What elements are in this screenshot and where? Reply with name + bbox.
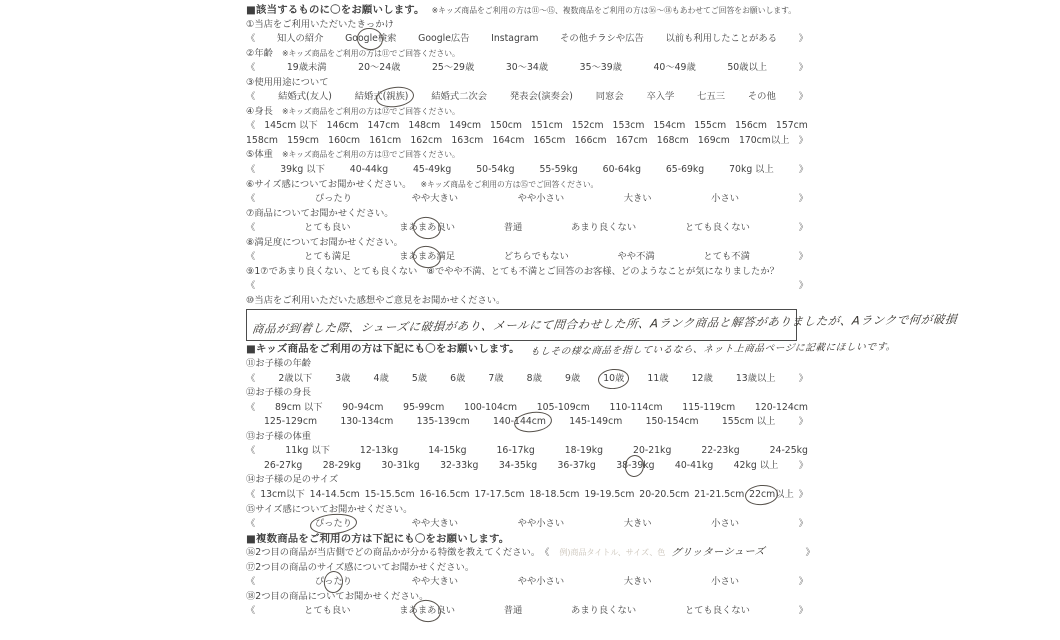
option: 18-18.5cm bbox=[529, 488, 580, 500]
option: 5歳 bbox=[411, 372, 428, 384]
option: 45-49kg bbox=[413, 164, 452, 176]
bracket-close: 》 bbox=[798, 280, 808, 292]
option: 14-15kg bbox=[428, 445, 467, 457]
faint-example-text: 例)商品タイトル、サイズ、色 bbox=[559, 548, 666, 558]
bracket-open: 《 bbox=[246, 164, 256, 176]
option: 151cm bbox=[530, 120, 563, 132]
option: 147cm bbox=[367, 120, 400, 132]
option-circled: まあまあ満足 bbox=[399, 250, 455, 265]
option: やや小さい bbox=[517, 193, 565, 205]
question-line bbox=[246, 236, 808, 251]
option-circled: ぴったり bbox=[315, 575, 352, 590]
option: 110-114cm bbox=[609, 401, 663, 413]
option: 4歳 bbox=[373, 372, 389, 384]
question-line bbox=[246, 178, 808, 193]
question-label: ⑯2つ目の商品が当店側でどの商品かが分かる特徴を教えてください。 bbox=[246, 547, 541, 559]
option: 155cm 以上 bbox=[721, 416, 776, 428]
option: 162cm bbox=[410, 134, 443, 146]
option: 25〜29歳 bbox=[432, 62, 475, 74]
option: 7歳 bbox=[488, 372, 504, 384]
option: 11kg 以下 bbox=[285, 445, 330, 457]
option: 164cm bbox=[492, 134, 525, 146]
options-row bbox=[246, 119, 808, 134]
options-row bbox=[246, 488, 808, 503]
option: やや大きい bbox=[411, 576, 459, 588]
question-label: ①当店をご利用いただいたきっかけ bbox=[246, 18, 394, 30]
option: 95-99cm bbox=[403, 401, 445, 413]
option: 6歳 bbox=[450, 372, 466, 384]
option: 卒入学 bbox=[646, 91, 675, 103]
option: とても良くない bbox=[684, 605, 750, 617]
section-title: ■該当するものに〇をお願いします。 bbox=[246, 4, 425, 16]
option: 小さい bbox=[711, 576, 740, 588]
option: とても不満 bbox=[703, 251, 750, 263]
question-label: ③使用用途について bbox=[246, 76, 329, 88]
question-label: ⑬お子様の体重 bbox=[246, 430, 312, 442]
option: とても満足 bbox=[304, 251, 351, 263]
option: 145-149cm bbox=[569, 416, 623, 428]
option: 130-134cm bbox=[340, 416, 394, 428]
option: 166cm bbox=[574, 134, 607, 146]
bracket-close: 》 bbox=[798, 605, 808, 617]
option: 40-41kg bbox=[674, 459, 714, 471]
option: 20-20.5cm bbox=[639, 488, 690, 500]
bracket-open: 《 bbox=[246, 193, 256, 205]
option: 152cm bbox=[571, 120, 604, 132]
question-line bbox=[246, 590, 808, 605]
option: どちらでもない bbox=[503, 251, 569, 263]
option: 105-109cm bbox=[536, 401, 590, 413]
option: 36-37kg bbox=[557, 459, 596, 471]
option: 34-35kg bbox=[498, 459, 538, 471]
option: 50-54kg bbox=[476, 164, 515, 176]
question-label: ⑱2つ目の商品についてお聞かせください。 bbox=[246, 590, 429, 602]
option: 89cm 以下 bbox=[275, 401, 323, 413]
bracket-close: 》 bbox=[798, 91, 808, 103]
option: 35〜39歳 bbox=[579, 62, 622, 74]
option: 以前も利用したことがある bbox=[665, 33, 778, 45]
option: やや小さい bbox=[517, 518, 565, 530]
option: 20〜24歳 bbox=[358, 62, 401, 74]
bracket-open: 《 bbox=[246, 33, 256, 45]
question-line bbox=[246, 105, 808, 120]
option: 156cm bbox=[735, 120, 767, 132]
bracket-close: 》 bbox=[798, 372, 808, 384]
option: 結婚式(友人) bbox=[278, 91, 332, 103]
option: 21-21.5cm bbox=[694, 488, 745, 500]
options-row bbox=[246, 372, 808, 387]
section-header bbox=[246, 341, 897, 359]
option: 39kg 以下 bbox=[280, 164, 325, 176]
option: 40-44kg bbox=[349, 164, 389, 176]
option: 11歳 bbox=[647, 372, 669, 384]
option: 19歳未満 bbox=[286, 62, 327, 74]
option: 13cm以下 bbox=[260, 488, 305, 500]
option: 145cm 以下 bbox=[264, 120, 318, 132]
option-circled: 140-144cm bbox=[493, 415, 546, 430]
bracket-close: 》 bbox=[805, 547, 815, 559]
option-circled: 38-39kg bbox=[616, 459, 654, 474]
bracket-open: 《 bbox=[246, 280, 256, 292]
option: とても良い bbox=[304, 605, 351, 617]
question-label: ②年齢 bbox=[246, 47, 273, 59]
option: 普通 bbox=[503, 222, 523, 234]
option: 153cm bbox=[612, 120, 645, 132]
option: あまり良くない bbox=[571, 222, 637, 234]
option: 3歳 bbox=[335, 372, 351, 384]
option: ぴったり bbox=[314, 193, 353, 205]
option: 2歳以下 bbox=[278, 372, 313, 384]
bracket-close: 》 bbox=[798, 193, 808, 205]
question-line bbox=[246, 430, 808, 445]
option: 90-94cm bbox=[342, 401, 384, 413]
question-label: ⑭お子様の足のサイズ bbox=[246, 474, 339, 486]
option: 結婚式二次会 bbox=[431, 91, 488, 103]
question-line bbox=[246, 546, 815, 561]
bracket-close: 》 bbox=[798, 488, 808, 500]
bracket-open: 《 bbox=[246, 120, 256, 132]
option: 小さい bbox=[711, 193, 740, 205]
bracket-open: 《 bbox=[246, 605, 256, 617]
option: 20-21kg bbox=[633, 445, 672, 457]
options-row bbox=[246, 279, 808, 294]
bracket-open: 《 bbox=[246, 576, 256, 588]
option: その他 bbox=[747, 91, 776, 103]
question-label: ⑨1⑦であまり良くない、とても良くない ⑧でやや不満、とても不満とご回答のお客様、どのようなことが気になりましたか？ bbox=[246, 265, 779, 277]
option-circled: 結婚式(親族) bbox=[355, 90, 409, 105]
option: 159cm bbox=[287, 134, 319, 146]
option-circled: Google検索 bbox=[345, 32, 396, 47]
option: 165cm bbox=[533, 134, 566, 146]
option: 167cm bbox=[615, 134, 648, 146]
option: 50歳以上 bbox=[727, 62, 768, 74]
option: 24-25kg bbox=[769, 445, 808, 457]
option: 17-17.5cm bbox=[474, 488, 525, 500]
option: 160cm bbox=[328, 134, 361, 146]
option: 169cm bbox=[697, 134, 730, 146]
option: 115-119cm bbox=[682, 401, 736, 413]
option: 148cm bbox=[408, 120, 441, 132]
option: やや小さい bbox=[517, 576, 565, 588]
option: 161cm bbox=[369, 134, 402, 146]
question-line bbox=[246, 386, 808, 401]
bracket-close: 》 bbox=[798, 518, 808, 530]
option: 42kg 以上 bbox=[733, 459, 779, 471]
option: 149cm bbox=[449, 120, 482, 132]
option: 150cm bbox=[490, 120, 522, 132]
option: 12歳 bbox=[691, 372, 713, 384]
bracket-close: 》 bbox=[798, 251, 808, 263]
option: 16-17kg bbox=[496, 445, 535, 457]
option: 19-19.5cm bbox=[584, 488, 635, 500]
question-note: ※キッズ商品をご利用の方は⑪でご回答ください。 bbox=[281, 48, 460, 58]
option: 30〜34歳 bbox=[505, 62, 549, 74]
bracket-open: 《 bbox=[246, 251, 256, 263]
question-label: ⑤体重 bbox=[246, 149, 273, 161]
option: 大きい bbox=[623, 518, 652, 530]
question-note: ※キッズ商品をご利用の方は⑫でご回答ください。 bbox=[281, 106, 460, 116]
section-title: ■複数商品をご利用の方は下記にも〇をお願いします。 bbox=[246, 532, 510, 545]
bracket-open: 《 bbox=[246, 401, 256, 413]
option: 154cm bbox=[653, 120, 686, 132]
section-header bbox=[246, 532, 808, 547]
option: 32-33kg bbox=[440, 459, 479, 471]
question-line bbox=[246, 357, 808, 372]
bracket-close: 》 bbox=[798, 33, 808, 45]
question-label: ⑥サイズ感についてお聞かせください。 bbox=[246, 178, 412, 190]
bracket-close: 》 bbox=[798, 459, 808, 471]
option: 9歳 bbox=[564, 372, 581, 384]
question-line bbox=[246, 294, 808, 309]
options-row bbox=[246, 415, 808, 430]
handwritten-answer: グリッターシューズ bbox=[670, 546, 767, 559]
option: とても良くない bbox=[684, 222, 750, 234]
option: 28-29kg bbox=[322, 459, 362, 471]
option: 26-27kg bbox=[264, 459, 303, 471]
option: 30-31kg bbox=[381, 459, 420, 471]
handwritten-comment: 商品が到着した際、シューズに破損があり、メールにて問合わせした所、Aランク商品と解答がありましたが、Aランクで何が破損 bbox=[251, 312, 958, 337]
bracket-open: 《 bbox=[246, 445, 256, 457]
question-label: ⑰2つ目の商品のサイズ感についてお聞かせください。 bbox=[246, 561, 475, 573]
option: 22-23kg bbox=[701, 445, 740, 457]
option: 40〜49歳 bbox=[653, 62, 696, 74]
option-circled: ぴったり bbox=[315, 517, 352, 532]
option: 大きい bbox=[623, 193, 652, 205]
option-circled: 10歳 bbox=[603, 372, 624, 387]
question-label: ⑧満足度についてお聞かせください。 bbox=[246, 236, 403, 248]
option: 16-16.5cm bbox=[419, 488, 470, 500]
comment-box bbox=[246, 309, 958, 341]
option: 15-15.5cm bbox=[364, 488, 415, 500]
option: 146cm bbox=[326, 120, 359, 132]
option: Instagram bbox=[491, 33, 539, 45]
question-line bbox=[246, 561, 808, 576]
options-row bbox=[246, 90, 808, 105]
bracket-open: 《 bbox=[246, 488, 256, 500]
bracket-close: 》 bbox=[798, 134, 808, 146]
option: 13歳以上 bbox=[735, 372, 776, 384]
option: 14-14.5cm bbox=[309, 488, 360, 500]
option-circled: まあまあ良い bbox=[399, 221, 455, 236]
option: 158cm bbox=[246, 134, 278, 146]
option: 発表会(演奏会) bbox=[509, 91, 573, 103]
option: 同窓会 bbox=[595, 91, 624, 103]
question-label: ⑦商品についてお聞かせください。 bbox=[246, 207, 394, 219]
option: 55-59kg bbox=[539, 164, 578, 176]
option: 18-19kg bbox=[564, 445, 604, 457]
option: 155cm bbox=[694, 120, 727, 132]
options-row bbox=[246, 134, 808, 149]
section-note: ※キッズ商品をご利用の方は⑪〜⑮、複数商品をご利用の方は⑯〜⑱もあわせてご回答をお願いします。 bbox=[431, 6, 797, 15]
section-title: ■キッズ商品をご利用の方は下記にも〇をお願いします。 bbox=[246, 343, 520, 356]
bracket-open: 《 bbox=[246, 222, 256, 234]
bracket-open: 《 bbox=[246, 518, 256, 530]
bracket-close: 》 bbox=[798, 164, 808, 176]
options-row bbox=[246, 401, 808, 416]
question-line bbox=[246, 265, 808, 280]
option: とても良い bbox=[304, 222, 351, 234]
options-row bbox=[246, 250, 808, 265]
options-row bbox=[246, 517, 808, 532]
option: Google広告 bbox=[418, 33, 470, 45]
bracket-open: 《 bbox=[540, 547, 550, 559]
options-row bbox=[246, 163, 808, 178]
option: 135-139cm bbox=[416, 416, 470, 428]
option: あまり良くない bbox=[571, 605, 637, 617]
option: 8歳 bbox=[526, 372, 542, 384]
handwritten-note: もしその様な商品を指しているなら、ネット上商品ページに記載にほしいです。 bbox=[529, 341, 897, 359]
bracket-close: 》 bbox=[798, 576, 808, 588]
option: やや大きい bbox=[411, 193, 459, 205]
option: やや不満 bbox=[617, 251, 655, 263]
survey-sheet bbox=[246, 3, 958, 619]
bracket-close: 》 bbox=[798, 222, 808, 234]
option: 65-69kg bbox=[665, 164, 705, 176]
question-line bbox=[246, 503, 808, 518]
question-line bbox=[246, 473, 808, 488]
question-note: ※キッズ商品をご利用の方は⑬でご回答ください。 bbox=[281, 150, 460, 160]
option-circled: 22cm以上 bbox=[749, 488, 794, 503]
option: 120-124cm bbox=[754, 401, 808, 413]
options-row bbox=[246, 32, 808, 47]
question-line bbox=[246, 76, 808, 91]
option: 大きい bbox=[623, 576, 652, 588]
question-line bbox=[246, 18, 808, 33]
section-header bbox=[246, 3, 808, 18]
bracket-close: 》 bbox=[798, 62, 808, 74]
option: その他チラシや広告 bbox=[560, 33, 644, 45]
question-line bbox=[246, 47, 808, 62]
option: 普通 bbox=[503, 605, 523, 617]
option: 163cm bbox=[451, 134, 484, 146]
question-label: ⑫お子様の身長 bbox=[246, 387, 312, 399]
bracket-open: 《 bbox=[246, 372, 256, 384]
option: 12-13kg bbox=[359, 445, 399, 457]
option: 168cm bbox=[656, 134, 689, 146]
question-line bbox=[246, 207, 808, 222]
option: 七五三 bbox=[697, 91, 726, 103]
option: やや大きい bbox=[411, 518, 459, 530]
option: 小さい bbox=[711, 518, 740, 530]
question-label: ⑩当店をご利用いただいた感想やご意見をお聞かせください。 bbox=[246, 294, 506, 306]
question-label: ⑮サイズ感についてお聞かせください。 bbox=[246, 503, 413, 515]
options-row bbox=[246, 221, 808, 236]
bracket-open: 《 bbox=[246, 91, 256, 103]
bracket-open: 《 bbox=[246, 62, 256, 74]
option: 60-64kg bbox=[602, 164, 641, 176]
bracket-close: 》 bbox=[798, 416, 808, 428]
question-line bbox=[246, 148, 808, 163]
options-row bbox=[246, 604, 808, 619]
option: 125-129cm bbox=[264, 416, 318, 428]
options-row bbox=[246, 459, 808, 474]
options-row bbox=[246, 61, 808, 76]
options-row bbox=[246, 192, 808, 207]
options-row bbox=[246, 444, 808, 459]
question-label: ⑪お子様の年齢 bbox=[246, 358, 312, 370]
question-label: ④身長 bbox=[246, 105, 273, 117]
options-row bbox=[246, 575, 808, 590]
option: 70kg 以上 bbox=[729, 164, 774, 176]
option: 157cm bbox=[775, 120, 808, 132]
question-note: ※キッズ商品をご利用の方は⑮でご回答ください。 bbox=[420, 179, 599, 189]
option: 知人の紹介 bbox=[276, 33, 324, 45]
option-circled: まあまあ良い bbox=[399, 604, 455, 619]
option: 100-104cm bbox=[464, 401, 518, 413]
option: 170cm以上 bbox=[738, 134, 790, 146]
option: 150-154cm bbox=[645, 416, 699, 428]
